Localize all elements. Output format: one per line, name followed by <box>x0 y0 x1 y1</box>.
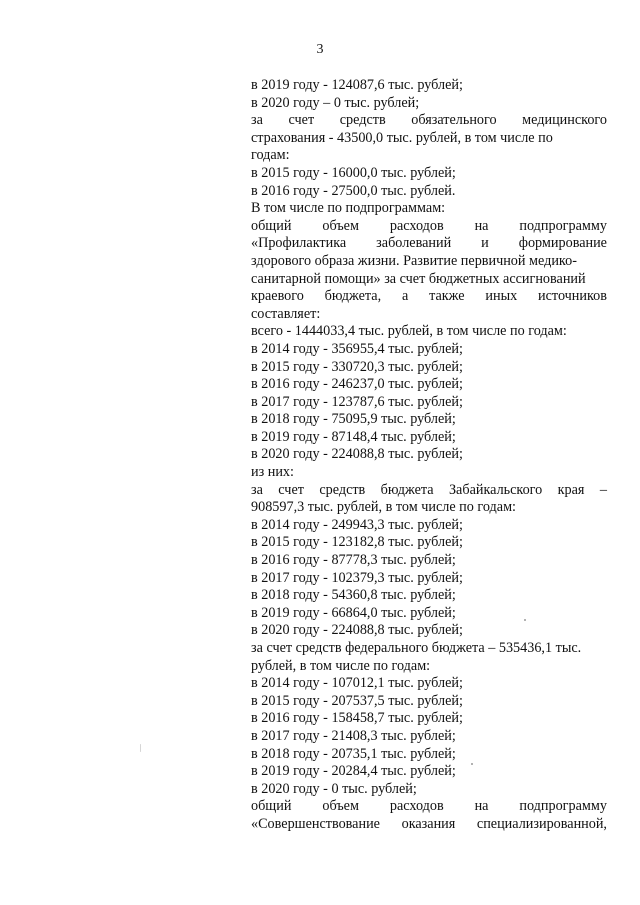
word: иных <box>485 288 518 305</box>
page-number: 3 <box>316 42 324 57</box>
text-line-justified <box>251 482 607 500</box>
word: счет <box>288 112 315 129</box>
text-line: в 2014 году - 249943,3 тыс. рублей; <box>251 516 463 533</box>
text-line: в 2017 году - 123787,6 тыс. рублей; <box>251 393 463 410</box>
word: также <box>429 288 465 305</box>
text-line: в 2017 году - 21408,3 тыс. рублей; <box>251 727 456 744</box>
word: заболеваний <box>376 235 452 252</box>
word: подпрограмму <box>519 798 607 815</box>
text-line: в 2016 году - 246237,0 тыс. рублей; <box>251 376 463 393</box>
text-line: В том числе по подпрограммам: <box>251 200 446 217</box>
text-line: страхования - 43500,0 тыс. рублей, в том числе по <box>251 129 553 146</box>
word: общий <box>251 217 292 234</box>
word: счет <box>278 481 304 498</box>
word: обязательного <box>411 112 497 129</box>
text-line: в 2019 году - 20284,4 тыс. рублей; <box>251 763 456 780</box>
word: на <box>474 798 489 815</box>
text-line: в 2020 году - 0 тыс. рублей; <box>251 780 417 797</box>
scan-speck <box>471 763 473 765</box>
text-line: санитарной помощи» за счет бюджетных ассигнований <box>251 270 586 287</box>
text-line: в 2015 году - 16000,0 тыс. рублей; <box>251 164 456 181</box>
text-line: всего - 1444033,4 тыс. рублей, в том числе по годам: <box>251 323 567 340</box>
text-line-justified <box>251 218 607 236</box>
word: источников <box>538 288 607 305</box>
text-line: в 2019 году - 124087,6 тыс. рублей; <box>251 77 463 93</box>
document-body <box>251 77 607 834</box>
text-line: в 2020 году – 0 тыс. рублей; <box>251 94 420 111</box>
text-line: в 2018 году - 54360,8 тыс. рублей; <box>251 587 456 604</box>
text-line: в 2015 году - 123182,8 тыс. рублей; <box>251 534 463 551</box>
word: средств <box>319 481 366 498</box>
word: а <box>401 288 409 305</box>
text-line: в 2020 году - 224088,8 тыс. рублей; <box>251 446 463 463</box>
text-line: в 2014 году - 107012,1 тыс. рублей; <box>251 675 463 692</box>
word: «Совершенствование <box>251 815 380 832</box>
text-line-justified <box>251 235 607 253</box>
word: общий <box>251 798 292 815</box>
text-line: в 2014 году - 356955,4 тыс. рублей; <box>251 340 463 357</box>
word: края <box>557 481 585 498</box>
scan-speck <box>140 744 141 752</box>
text-line-justified <box>251 798 607 816</box>
word: на <box>474 217 489 234</box>
text-line: годам: <box>251 147 290 164</box>
text-line: составляет: <box>251 305 321 322</box>
word: бюджета, <box>324 288 382 305</box>
text-line: в 2020 году - 224088,8 тыс. рублей; <box>251 622 463 639</box>
text-line-justified <box>251 288 607 306</box>
scan-speck <box>524 619 526 621</box>
word: оказания <box>401 815 456 832</box>
text-line: в 2017 году - 102379,3 тыс. рублей; <box>251 569 463 586</box>
word: за <box>251 481 263 498</box>
text-line: в 2018 году - 75095,9 тыс. рублей; <box>251 411 456 428</box>
word: подпрограмму <box>519 217 607 234</box>
text-line: здорового образа жизни. Развитие первичной медико- <box>251 252 577 269</box>
word: «Профилактика <box>251 235 347 252</box>
text-line: рублей, в том числе по годам: <box>251 657 431 674</box>
text-line: в 2015 году - 330720,3 тыс. рублей; <box>251 358 463 375</box>
text-line: 908597,3 тыс. рублей, в том числе по годам: <box>251 499 516 516</box>
text-line: в 2019 году - 66864,0 тыс. рублей; <box>251 604 456 621</box>
text-line-justified <box>251 816 607 834</box>
word: расходов <box>389 217 444 234</box>
word: бюджета <box>380 481 434 498</box>
word: медицинского <box>522 112 607 129</box>
word: за <box>251 112 263 129</box>
text-line-justified <box>251 112 607 130</box>
text-line: в 2015 году - 207537,5 тыс. рублей; <box>251 692 463 709</box>
word: формирование <box>518 235 607 252</box>
text-line: из них: <box>251 464 294 481</box>
word: – <box>599 481 607 498</box>
word: расходов <box>389 798 444 815</box>
word: краевого <box>251 288 304 305</box>
text-line: в 2016 году - 87778,3 тыс. рублей; <box>251 552 456 569</box>
word: объем <box>322 798 359 815</box>
text-line: в 2018 году - 20735,1 тыс. рублей; <box>251 745 456 762</box>
text-line: за счет средств федерального бюджета – 535436,1 тыс. <box>251 640 582 656</box>
text-line: в 2016 году - 158458,7 тыс. рублей; <box>251 710 463 727</box>
word: специализированной, <box>476 815 607 832</box>
text-line: в 2019 году - 87148,4 тыс. рублей; <box>251 428 456 445</box>
word: средств <box>339 112 386 129</box>
word: Забайкальского <box>448 481 543 498</box>
word: объем <box>322 217 359 234</box>
word: и <box>481 235 489 252</box>
text-line: в 2016 году - 27500,0 тыс. рублей. <box>251 182 456 199</box>
